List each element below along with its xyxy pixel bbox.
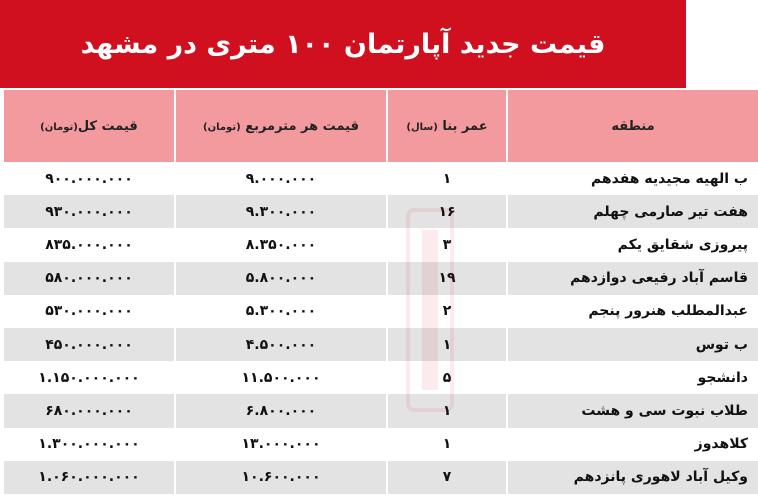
table-row: [3, 262, 758, 295]
col-header-per-meter: قیمت هر مترمربع (تومان): [175, 90, 387, 162]
table-row: [3, 461, 758, 494]
table-header-row: [3, 90, 758, 162]
col-header-age-unit: (سال): [406, 121, 438, 133]
cell-total: ۶۸۰.۰۰۰.۰۰۰: [3, 394, 175, 427]
cell-per-meter: ۴.۵۰۰.۰۰۰: [175, 328, 387, 361]
cell-total: ۱.۰۶۰.۰۰۰.۰۰۰: [3, 461, 175, 494]
cell-region: هفت تیر صارمی چهلم: [507, 195, 758, 228]
table-row: [3, 361, 758, 394]
cell-region: ب الهیه مجیدیه هفدهم: [507, 162, 758, 195]
cell-age: ۱: [387, 394, 507, 427]
table-row: [3, 328, 758, 361]
table-row: [3, 195, 758, 228]
table-row: [3, 394, 758, 427]
cell-age: ۱: [387, 162, 507, 195]
cell-total: ۹۳۰.۰۰۰.۰۰۰: [3, 195, 175, 228]
cell-per-meter: ۸.۳۵۰.۰۰۰: [175, 228, 387, 261]
cell-per-meter: ۹.۰۰۰.۰۰۰: [175, 162, 387, 195]
cell-region: عبدالمطلب هنرور پنجم: [507, 295, 758, 328]
table-row: [3, 228, 758, 261]
cell-per-meter: ۱۱.۵۰۰.۰۰۰: [175, 361, 387, 394]
cell-age: ۷: [387, 461, 507, 494]
cell-per-meter: ۶.۸۰۰.۰۰۰: [175, 394, 387, 427]
page-title: قیمت جدید آپارتمان ۱۰۰ متری در مشهد: [80, 28, 606, 60]
col-header-region: منطقه: [507, 90, 758, 162]
table-row: [3, 162, 758, 195]
cell-total: ۱.۱۵۰.۰۰۰.۰۰۰: [3, 361, 175, 394]
cell-region: پیروزی شقایق یکم: [507, 228, 758, 261]
cell-age: ۱۹: [387, 262, 507, 295]
cell-age: ۱۶: [387, 195, 507, 228]
table-row: [3, 295, 758, 328]
cell-total: ۵۳۰.۰۰۰.۰۰۰: [3, 295, 175, 328]
cell-region: قاسم آباد رفیعی دوازدهم: [507, 262, 758, 295]
cell-per-meter: ۵.۳۰۰.۰۰۰: [175, 295, 387, 328]
cell-age: ۲: [387, 295, 507, 328]
cell-region: وکیل آباد لاهوری پانزدهم: [507, 461, 758, 494]
cell-region: طلاب نبوت سی و هشت: [507, 394, 758, 427]
price-table: [2, 90, 758, 494]
cell-per-meter: ۱۰.۶۰۰.۰۰۰: [175, 461, 387, 494]
title-bar: [0, 0, 686, 88]
col-header-age: عمر بنا (سال): [387, 90, 507, 162]
cell-region: کلاهدوز: [507, 428, 758, 461]
cell-age: ۵: [387, 361, 507, 394]
table-row: [3, 428, 758, 461]
cell-per-meter: ۵.۸۰۰.۰۰۰: [175, 262, 387, 295]
cell-total: ۱.۳۰۰.۰۰۰.۰۰۰: [3, 428, 175, 461]
cell-total: ۵۸۰.۰۰۰.۰۰۰: [3, 262, 175, 295]
cell-region: دانشجو: [507, 361, 758, 394]
cell-total: ۹۰۰.۰۰۰.۰۰۰: [3, 162, 175, 195]
col-header-total-unit: (تومان): [40, 121, 78, 133]
cell-per-meter: ۹.۳۰۰.۰۰۰: [175, 195, 387, 228]
cell-age: ۱: [387, 328, 507, 361]
cell-total: ۴۵۰.۰۰۰.۰۰۰: [3, 328, 175, 361]
col-header-per-meter-unit: (تومان): [203, 121, 241, 133]
cell-per-meter: ۱۳.۰۰۰.۰۰۰: [175, 428, 387, 461]
cell-age: ۳: [387, 228, 507, 261]
cell-region: ب توس: [507, 328, 758, 361]
cell-age: ۱: [387, 428, 507, 461]
col-header-total: قیمت کل(تومان): [3, 90, 175, 162]
cell-total: ۸۳۵.۰۰۰.۰۰۰: [3, 228, 175, 261]
